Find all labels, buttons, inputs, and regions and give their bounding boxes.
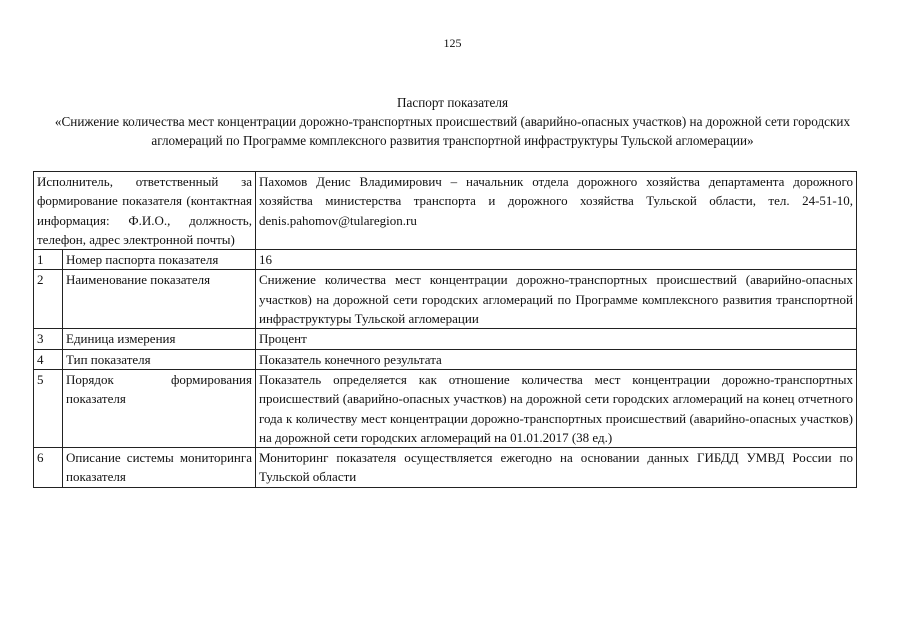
row-value: Показатель определяется как отношение количества мест концентрации дорожно-транспортных происшествий (аварийно-опасных участков) на дорожной сети городских агломераций на конец отчетного года к количеству мест концентрации дорожно-транспортных происшествий (аварийно-опасных участков) на дорожной сети городских агломераций на 01.01.2017 (38 ед.) — [256, 369, 857, 447]
row-number: 5 — [34, 369, 63, 447]
row-label: Единица измерения — [63, 329, 256, 349]
row-value: Показатель конечного результата — [256, 349, 857, 369]
row-number: 6 — [34, 448, 63, 488]
executor-label: Исполнитель, ответственный за формирование показателя (контактная информация: Ф.И.О., должность, телефон, адрес электронной почты) — [34, 172, 256, 250]
table-row — [34, 448, 857, 488]
row-label: Наименование показателя — [63, 270, 256, 329]
indicator-passport-table — [33, 171, 857, 488]
table-row — [34, 250, 857, 270]
row-number: 4 — [34, 349, 63, 369]
row-label: Порядок формирования показателя — [63, 369, 256, 447]
table-row — [34, 369, 857, 447]
row-number: 2 — [34, 270, 63, 329]
row-value: Мониторинг показателя осуществляется ежегодно на основании данных ГИБДД УМВД России по Тульской области — [256, 448, 857, 488]
row-label: Тип показателя — [63, 349, 256, 369]
table-row-executor — [34, 172, 857, 250]
row-number: 3 — [34, 329, 63, 349]
executor-value: Пахомов Денис Владимирович – начальник отдела дорожного хозяйства департамента дорожного хозяйства министерства транспорта и дорожного хозяйства Тульской области, тел. 24-51-10, denis.pahomov@tularegion.ru — [256, 172, 857, 250]
passport-title: Паспорт показателя — [396, 95, 509, 110]
indicator-full-name: «Снижение количества мест концентрации дорожно-транспортных происшествий (аварийно-опасных участков) на дорожной сети городских агломераций по Программе комплексного развития транспортной инфраструктуры Тульской агломерации» — [54, 114, 851, 148]
table-row — [34, 270, 857, 329]
page-number: 125 — [443, 36, 462, 50]
row-value: 16 — [256, 250, 857, 270]
row-number: 1 — [34, 250, 63, 270]
table-row — [34, 329, 857, 349]
row-value: Снижение количества мест концентрации дорожно-транспортных происшествий (аварийно-опасных участков) на дорожной сети городских агломераций по Программе комплексного развития транспортной инфраструктуры Тульской агломерации — [256, 270, 857, 329]
table-row — [34, 349, 857, 369]
row-label: Описание системы мониторинга показателя — [63, 448, 256, 488]
row-label: Номер паспорта показателя — [63, 250, 256, 270]
row-value: Процент — [256, 329, 857, 349]
